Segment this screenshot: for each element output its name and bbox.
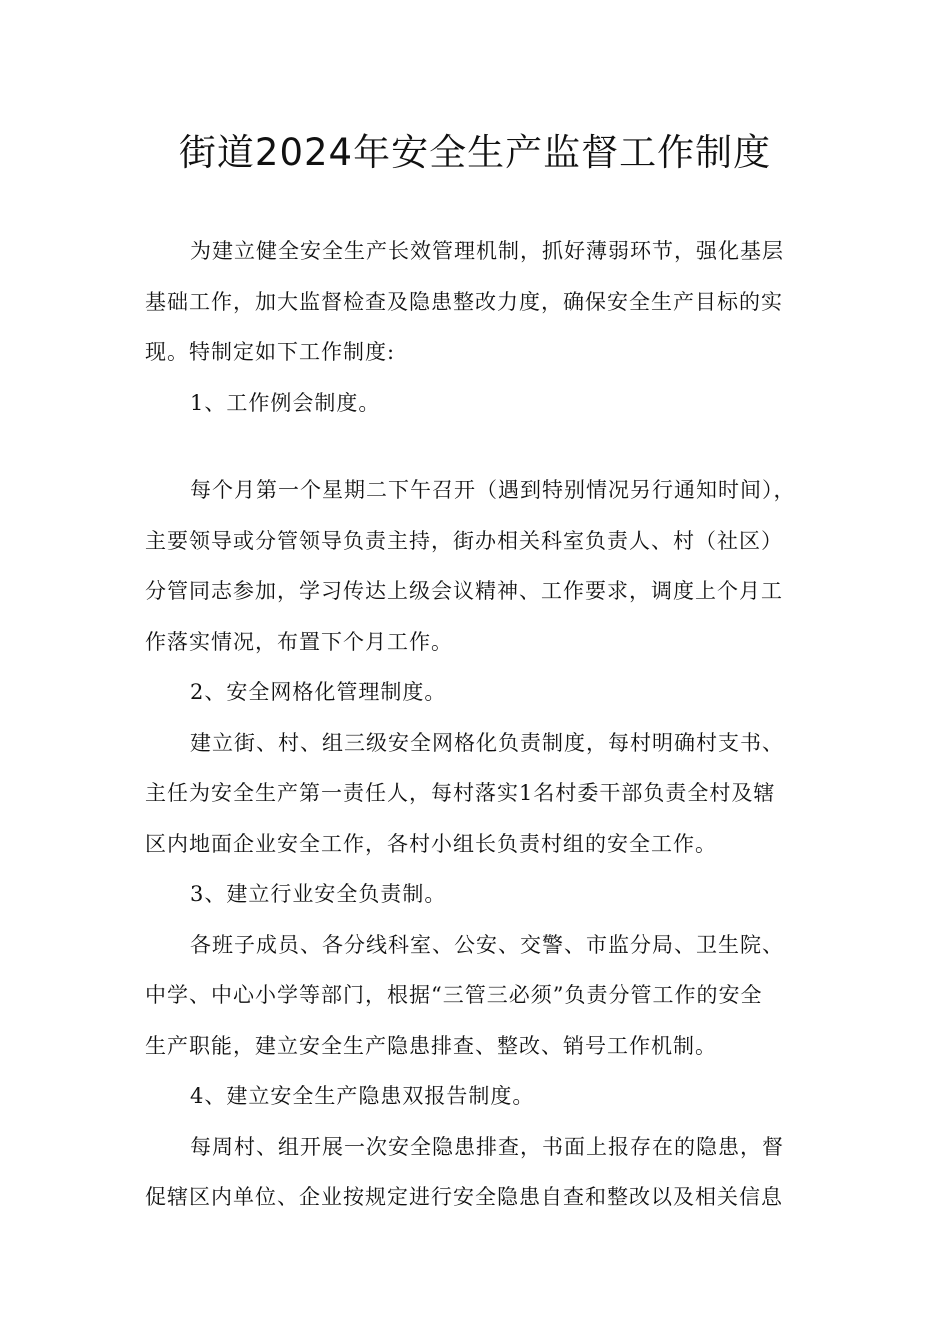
paragraph-line: 生产职能，建立安全生产隐患排查、整改、销号工作机制。 <box>145 1033 717 1058</box>
paragraph-line: 现。特制定如下工作制度: <box>145 340 396 364</box>
section-heading: 4、建立安全生产隐患双报告制度。 <box>190 1084 535 1108</box>
paragraph-line: 中学、中心小学等部门，根据“三管三必须”负责分管工作的安全 <box>145 983 763 1007</box>
paragraph-line: 各班子成员、各分线科室、公安、交警、市监分局、卫生院、 <box>190 932 784 957</box>
section-heading: 1、工作例会制度。 <box>190 390 381 415</box>
paragraph-line: 建立街、村、组三级安全网格化负责制度，每村明确村支书、 <box>190 730 784 755</box>
document-body <box>145 226 810 1223</box>
paragraph-line: 每周村、组开展一次安全隐患排查，书面上报存在的隐患，督 <box>190 1134 784 1159</box>
section-heading: 3、建立行业安全负责制。 <box>190 882 447 906</box>
paragraph-line: 为建立健全安全生产长效管理机制，抓好薄弱环节，强化基层 <box>190 239 784 263</box>
paragraph-line: 分管同志参加，学习传达上级会议精神、工作要求，调度上个月工 <box>145 579 783 603</box>
paragraph-gap <box>145 428 810 465</box>
document-title: 街道2024年安全生产监督工作制度 <box>178 131 772 174</box>
paragraph-line: 促辖区内单位、企业按规定进行安全隐患自查和整改以及相关信息 <box>145 1185 783 1209</box>
section-heading: 2、安全网格化管理制度。 <box>190 680 447 704</box>
paragraph-line: 主任为安全生产第一责任人，每村落实1名村委干部负责全村及辖 <box>145 781 776 805</box>
paragraph-line: 主要领导或分管领导负责主持，街办相关科室负责人、村（社区） <box>145 528 783 553</box>
paragraph-line: 每个月第一个星期二下午召开（遇到特别情况另行通知时间）， <box>190 478 796 502</box>
paragraph-line: 区内地面企业安全工作，各村小组长负责村组的安全工作。 <box>145 831 717 856</box>
paragraph-line: 基础工作，加大监督检查及隐患整改力度，确保安全生产目标的实 <box>145 289 783 314</box>
paragraph-line: 作落实情况，布置下个月工作。 <box>145 629 453 654</box>
